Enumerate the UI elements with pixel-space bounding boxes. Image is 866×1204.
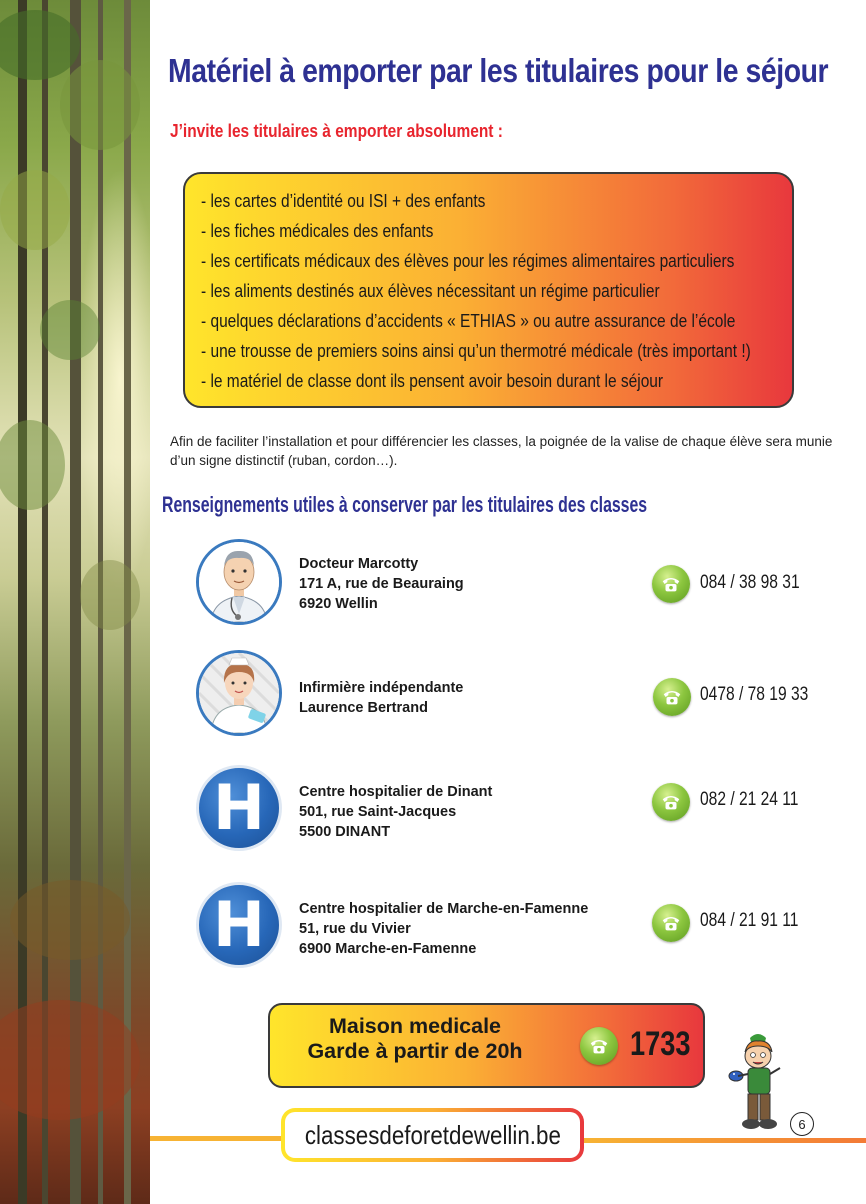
on-call-hours: Garde à partir de 20h [307, 1039, 523, 1063]
footer-line [150, 1136, 282, 1141]
phone-icon [652, 904, 690, 942]
contact-name: Centre hospitalier de Dinant [299, 784, 493, 800]
footer-line [584, 1138, 866, 1143]
contact-detail: Laurence Bertrand [299, 700, 428, 716]
checklist-item: - les cartes d’identité ou ISI + des enfants [201, 191, 486, 211]
contact-phone: 0478 / 78 19 33 [700, 684, 809, 705]
contact-address [299, 678, 463, 718]
doctor-avatar-icon [196, 539, 282, 625]
contact-address [299, 782, 492, 842]
contact-phone: 084 / 38 98 31 [700, 572, 800, 593]
checklist-intro: J’invite les titulaires à emporter absolument : [170, 121, 503, 141]
contact-city: 5500 DINANT [299, 824, 391, 840]
contact-address [299, 554, 464, 614]
phone-icon [580, 1027, 618, 1065]
website-link[interactable] [281, 1108, 584, 1162]
section-title: Renseignements utiles à conserver par les titulaires des classes [162, 492, 648, 517]
forest-photo [0, 0, 150, 1204]
contact-name: Docteur Marcotty [299, 556, 419, 572]
contact-hospital-dinant [196, 765, 846, 855]
page-number: 6 [790, 1112, 814, 1136]
phone-icon [653, 678, 691, 716]
checklist-box [183, 172, 794, 408]
contact-name: Infirmière indépendante [299, 680, 464, 696]
contact-street: 501, rue Saint-Jacques [299, 804, 457, 820]
contact-hospital-marche [196, 882, 846, 972]
on-call-number: 1733 [630, 1025, 691, 1063]
hospital-icon: H [196, 882, 282, 968]
contact-city: 6900 Marche-en-Famenne [299, 941, 477, 957]
checklist-item: - les aliments destinés aux élèves nécessitant un régime particulier [201, 281, 660, 301]
phone-icon [652, 783, 690, 821]
phone-icon [652, 565, 690, 603]
on-call-text [290, 1014, 540, 1064]
contact-name: Centre hospitalier de Marche-en-Famenne [299, 901, 589, 917]
checklist-item: - les fiches médicales des enfants [201, 221, 434, 241]
checklist-item: - le matériel de classe dont ils pensent avoir besoin durant le séjour [201, 371, 664, 391]
luggage-note: Afin de faciliter l’installation et pour différencier les classes, la poignée de la valise de chaque élève sera munie d’un signe distinctif (ruban, cordon…). [170, 434, 833, 468]
contact-street: 171 A, rue de Beauraing [299, 576, 464, 592]
nurse-avatar-icon [196, 650, 282, 736]
contact-phone: 084 / 21 91 11 [700, 910, 799, 931]
contact-doctor [196, 539, 846, 629]
mascot-illustration [728, 1032, 790, 1140]
checklist-item: - les certificats médicaux des élèves pour les régimes alimentaires particuliers [201, 251, 735, 271]
contact-nurse [196, 650, 846, 740]
hospital-icon: H [196, 765, 282, 851]
contact-street: 51, rue du Vivier [299, 921, 411, 937]
page-title: Matériel à emporter par les titulaires pour le séjour [168, 52, 829, 89]
on-call-box [268, 1003, 705, 1088]
contact-city: 6920 Wellin [299, 596, 378, 612]
website-url: classesdeforetdewellin.be [304, 1119, 561, 1150]
checklist-item: - quelques déclarations d’accidents « ETHIAS » ou autre assurance de l’école [201, 311, 736, 331]
contact-address [299, 899, 588, 959]
checklist-item: - une trousse de premiers soins ainsi qu’un thermotré médicale (très important !) [201, 341, 751, 361]
on-call-title: Maison medicale [328, 1014, 502, 1038]
contact-phone: 082 / 21 24 11 [700, 789, 799, 810]
